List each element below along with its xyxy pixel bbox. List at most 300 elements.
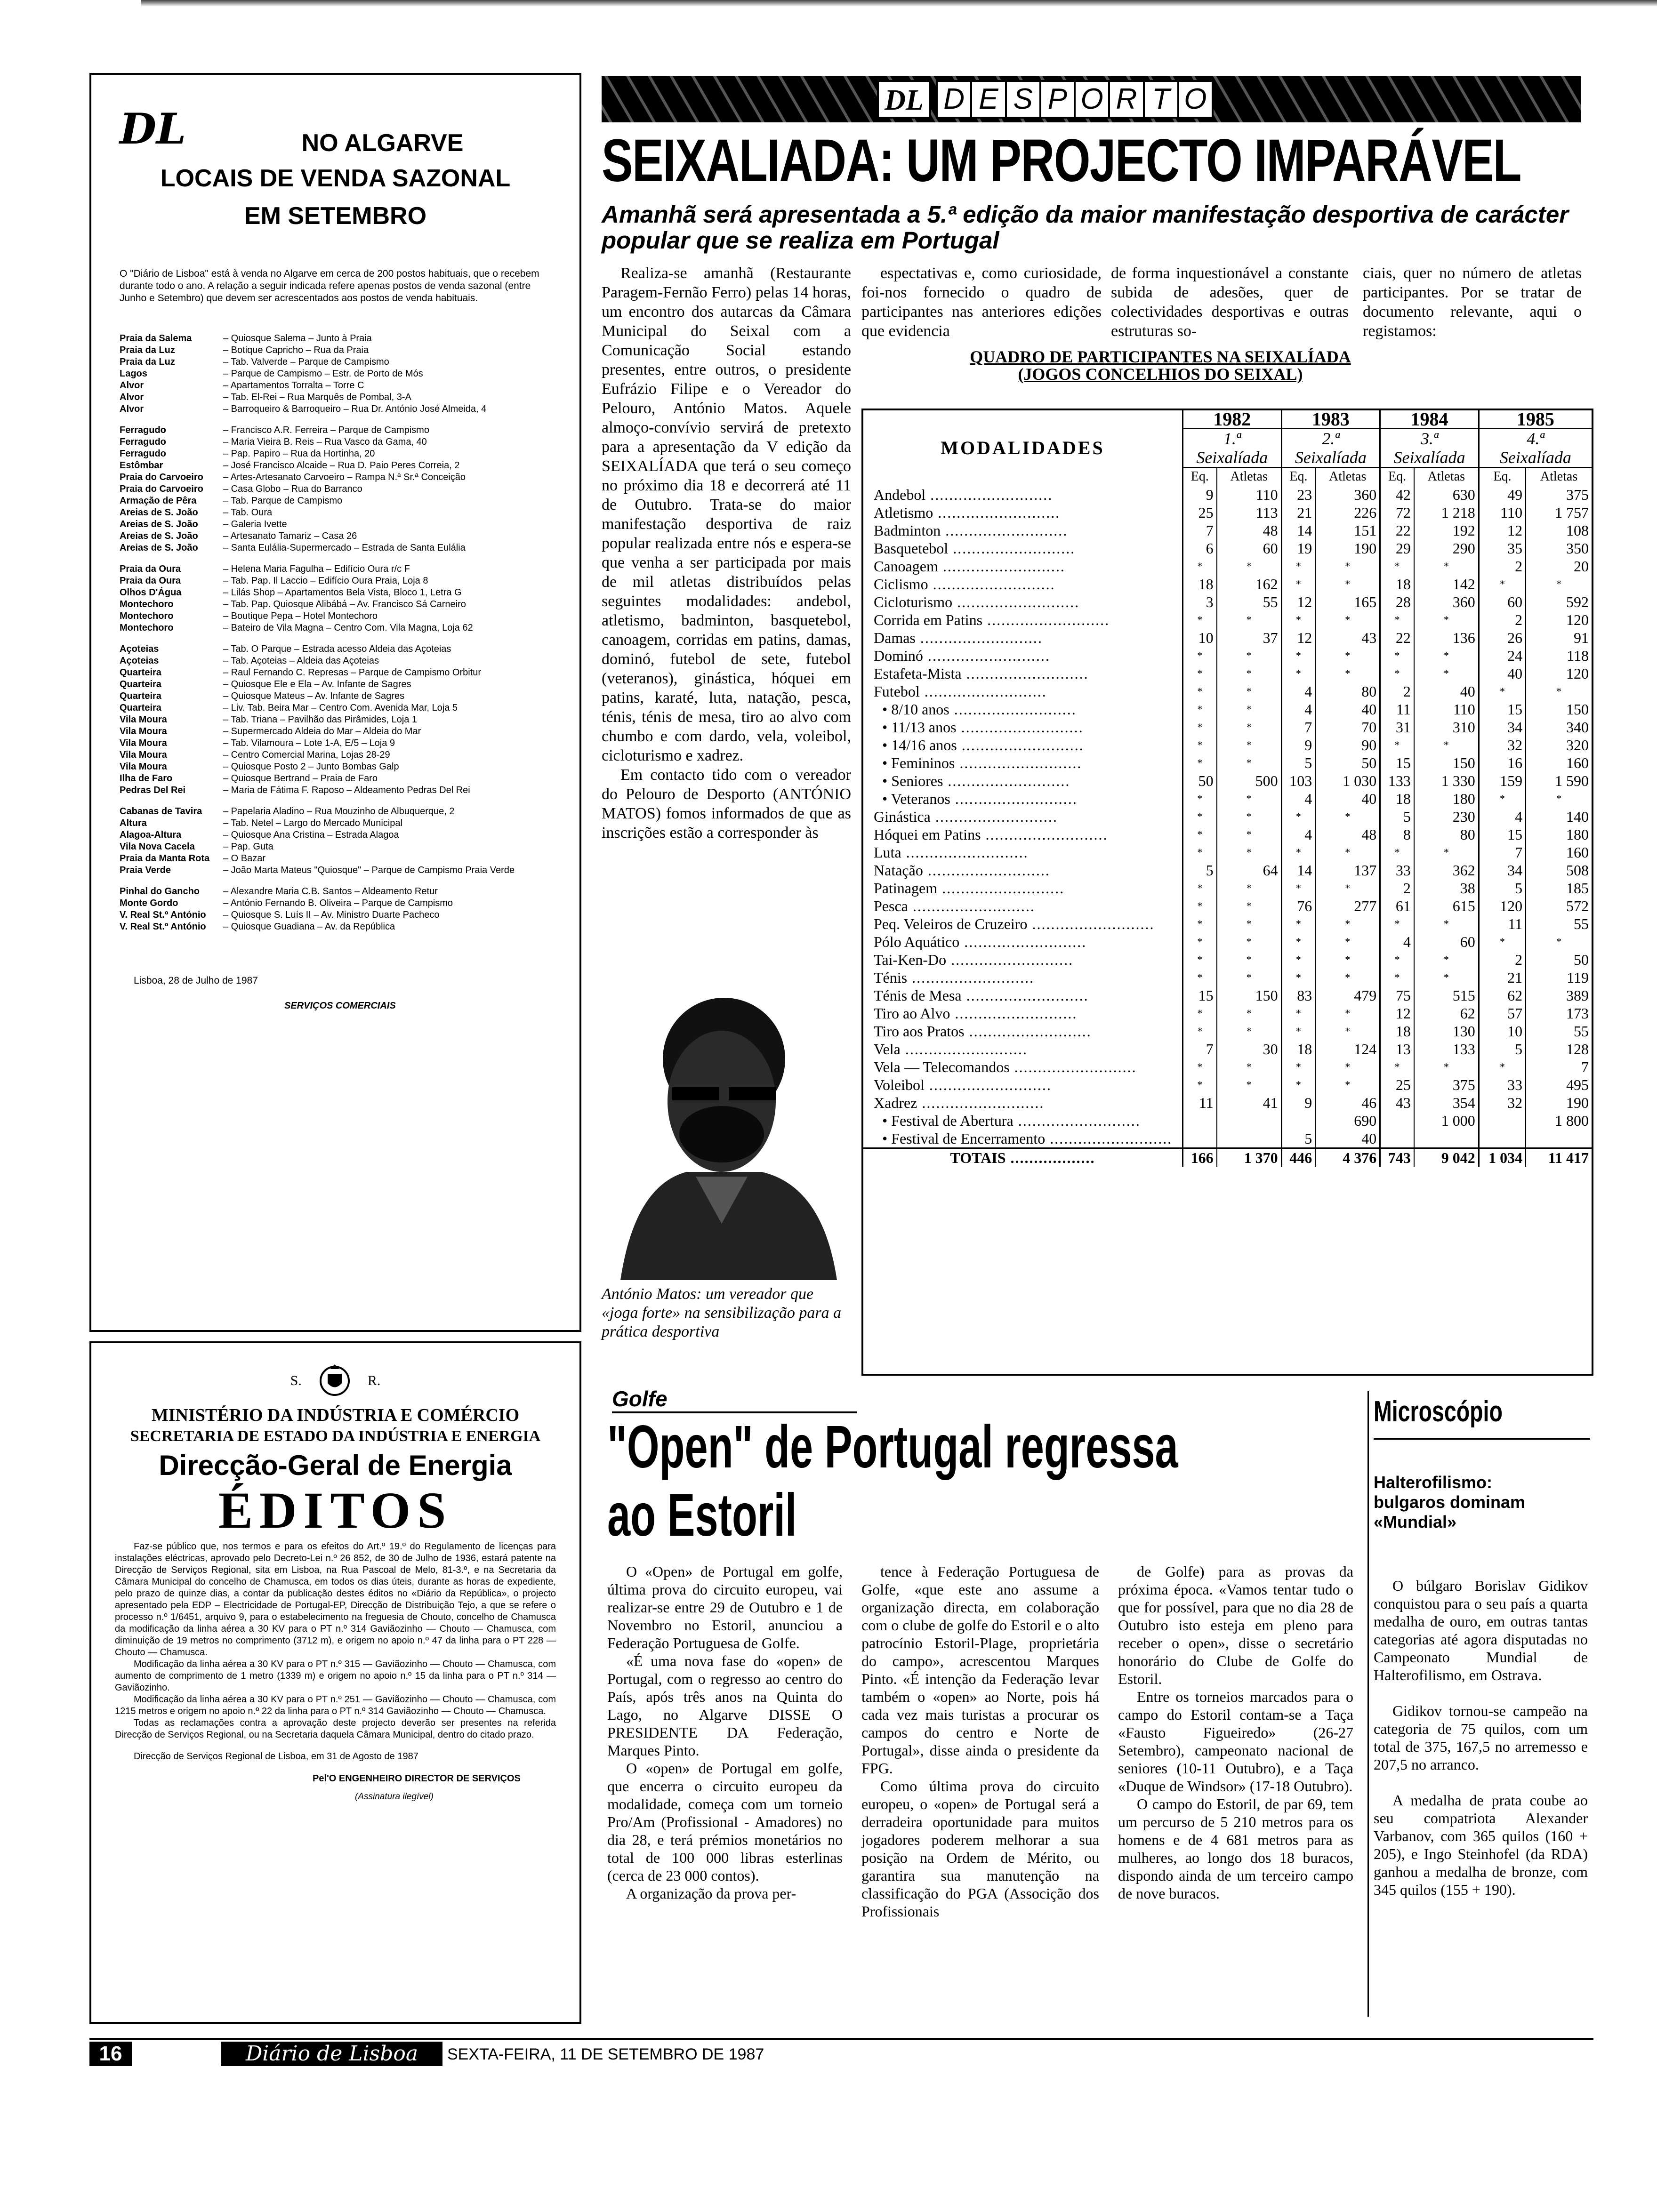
ad-title-3: EM SETEMBRO bbox=[244, 202, 427, 230]
table-cell: * bbox=[1217, 647, 1281, 665]
golf-headline-1: "Open" de Portugal regressa bbox=[607, 1413, 1178, 1481]
table-cell bbox=[1380, 1130, 1414, 1148]
location-place: Montechoro bbox=[120, 599, 174, 609]
table-cell: * bbox=[1217, 1076, 1281, 1094]
table-cell: * bbox=[1183, 682, 1217, 700]
table-cell bbox=[1217, 1130, 1281, 1148]
table-cell: 15 bbox=[1479, 825, 1526, 843]
table-cell: 4 bbox=[1479, 808, 1526, 825]
edition-number: 1.ª bbox=[1223, 429, 1241, 448]
table-cell: * bbox=[1183, 557, 1217, 575]
table-cell: 33 bbox=[1479, 1076, 1526, 1094]
footer-date: SEXTA-FEIRA, 11 DE SETEMBRO DE 1987 bbox=[447, 2045, 764, 2063]
editos-paragraph: Modificação da linha aérea a 30 KV para o PT n.º 251 — Gaviãozinho — Chouto — Chamusca, com 1215 metros e origem no apoio n.º 22 da linha para o PT n.º 314 Gaviãozinho — Chouto — Chamusca. bbox=[115, 1694, 556, 1716]
location-place: Alvor bbox=[120, 380, 144, 391]
table-cell: * bbox=[1217, 879, 1281, 897]
location-detail: – Tab. Açoteias – Aldeia das Açoteias bbox=[223, 656, 379, 666]
location-detail: – José Francisco Alcaide – Rua D. Paio Peres Correia, 2 bbox=[223, 460, 460, 471]
table-cell: * bbox=[1183, 969, 1217, 986]
location-detail: – Bateiro de Vila Magna – Centro Com. Vila Magna, Loja 62 bbox=[223, 623, 473, 633]
table-cell: * bbox=[1315, 1022, 1380, 1040]
table-cell: 2 bbox=[1380, 879, 1414, 897]
table-cell: 11 bbox=[1380, 700, 1414, 718]
leader-dots: .......................... bbox=[901, 844, 1029, 861]
table-row bbox=[863, 593, 1592, 611]
modalidade-label bbox=[863, 611, 1183, 629]
table-cell: 19 bbox=[1281, 539, 1315, 557]
location-row bbox=[120, 599, 551, 610]
article-paragraph: Entre os torneios marcados para o campo do Estoril contam-se a Taça «Fausto Figueiredo» (26-27 Setembro), campeonato nacional de seniores (10-11 Outubro), e a Taça «Duque de Windsor» (17-18 Outubro). bbox=[1118, 1688, 1353, 1795]
table-cell: * bbox=[1380, 736, 1414, 754]
table-cell: * bbox=[1414, 969, 1479, 986]
editos-signature-note: (Assinatura ilegível) bbox=[355, 1792, 434, 1802]
location-place: Alvor bbox=[120, 404, 144, 414]
table-cell: 12 bbox=[1281, 593, 1315, 611]
modalidade-name: • 11/13 anos bbox=[882, 719, 957, 736]
table-cell: 119 bbox=[1526, 969, 1592, 986]
table-cell: * bbox=[1217, 1004, 1281, 1022]
article-paragraph: O «open» de Portugal em golfe, que encerra o circuito europeu da modalidade, começa com um torneio Pro/Am (Profissional - Amadores) no dia 28, e terá prémios monetários no total de 100 000 libras esterlinas (cerca de 23 000 contos). bbox=[607, 1760, 843, 1884]
modalidade-name: Peq. Veleiros de Cruzeiro bbox=[874, 915, 1028, 932]
modalidade-name: Andebol bbox=[874, 486, 926, 503]
table-cell: 310 bbox=[1414, 718, 1479, 736]
modalidade-name: Voleibol bbox=[874, 1076, 925, 1093]
location-place: Vila Moura bbox=[120, 738, 167, 748]
table-cell: 128 bbox=[1526, 1040, 1592, 1058]
location-row bbox=[120, 392, 551, 403]
location-place: Vila Moura bbox=[120, 726, 167, 737]
location-detail: – Santa Eulália-Supermercado – Estrada de Santa Eulália bbox=[223, 543, 466, 553]
modalidade-label bbox=[863, 1058, 1183, 1076]
modalidade-name: Dominó bbox=[874, 647, 923, 664]
location-row bbox=[120, 542, 551, 554]
modalidade-name: Ginástica bbox=[874, 808, 931, 825]
table-cell: 375 bbox=[1414, 1076, 1479, 1094]
table-cell: * bbox=[1479, 790, 1526, 808]
table-cell: * bbox=[1217, 700, 1281, 718]
location-place: Praia da Salema bbox=[120, 333, 192, 344]
editos-ad bbox=[89, 1341, 581, 2024]
section-banner bbox=[602, 76, 1581, 122]
table-cell: 118 bbox=[1526, 647, 1592, 665]
modalidade-label bbox=[863, 1004, 1183, 1022]
leader-dots: .......................... bbox=[1013, 1112, 1141, 1129]
modalidade-name: Corrida em Patins bbox=[874, 611, 983, 628]
location-row bbox=[120, 921, 551, 933]
table-cell: 62 bbox=[1479, 986, 1526, 1004]
table-cell: 4 bbox=[1281, 700, 1315, 718]
table-cell: 55 bbox=[1526, 915, 1592, 933]
table-cell: * bbox=[1315, 1058, 1380, 1076]
location-row bbox=[120, 345, 551, 356]
table-row bbox=[863, 1004, 1592, 1022]
table-cell: * bbox=[1281, 665, 1315, 682]
table-cell: * bbox=[1217, 915, 1281, 933]
modalidade-label bbox=[863, 1112, 1183, 1130]
modalidade-label bbox=[863, 843, 1183, 861]
table-cell: * bbox=[1217, 897, 1281, 915]
table-cell: 113 bbox=[1217, 504, 1281, 521]
leader-dots: .......................... bbox=[950, 790, 1078, 807]
table-cell: 32 bbox=[1479, 1094, 1526, 1112]
totals-cell: 1 370 bbox=[1217, 1148, 1281, 1167]
emblem-left-text: S. bbox=[290, 1373, 302, 1388]
atletas-header: Atletas bbox=[1526, 467, 1592, 486]
location-place: Alagoa-Altura bbox=[120, 830, 182, 840]
table-row bbox=[863, 700, 1592, 718]
modalidade-name: Xadrez bbox=[874, 1094, 917, 1111]
modalidade-label bbox=[863, 629, 1183, 647]
modalidade-label bbox=[863, 1094, 1183, 1112]
table-cell: 43 bbox=[1380, 1094, 1414, 1112]
table-cell: 10 bbox=[1183, 629, 1217, 647]
table-row bbox=[863, 808, 1592, 825]
table-cell: * bbox=[1217, 754, 1281, 772]
modalidade-name: Estafeta-Mista bbox=[874, 665, 962, 682]
location-row bbox=[120, 495, 551, 507]
location-detail: – António Fernando B. Oliveira – Parque de Campismo bbox=[223, 898, 453, 908]
leader-dots: .......................... bbox=[946, 951, 1074, 968]
table-cell: 180 bbox=[1414, 790, 1479, 808]
location-detail: – Tab. Netel – Largo do Mercado Municipal bbox=[223, 818, 402, 828]
table-cell: * bbox=[1281, 1004, 1315, 1022]
location-detail: – Artesanato Tamariz – Casa 26 bbox=[223, 531, 357, 541]
table-cell: 40 bbox=[1414, 682, 1479, 700]
table-cell bbox=[1479, 1112, 1526, 1130]
ad-date: Lisboa, 28 de Julho de 1987 bbox=[134, 975, 258, 986]
table-cell: * bbox=[1414, 951, 1479, 969]
modalidade-label bbox=[863, 951, 1183, 969]
eq-header: Eq. bbox=[1281, 467, 1315, 486]
article-paragraph: Realiza-se amanhã (Restaurante Paragem-Fernão Ferro) pelas 14 horas, um encontro dos autarcas da Câmara Municipal do Seixal com a Comunicação Social estando presentes, entre outros, o presidente Eufrázio Filipe e o Vereador do Pelouro, António Matos. Aquele almoço-convívio servirá de pretexto para a apresentação da V edição da SEIXALÍADA que terá o seu começo no próximo dia 18 e decorrerá até 11 de Outubro. Trata-se do maior manifestação desportiva de raiz popular realizada entre nós e espera-se que venha a ser participada por mais de mil atletas distribuídos pelas seguintes modalidades: andebol, atletismo, badminton, basquetebol, canoagem, corridas em patins, damas, dominó, futebol de sete, futebol (veteranos), ginástica, hóquei em patins, karaté, luta, natação, pesca, ténis, ténis de mesa, tiro ao alvo com chumbo e com dardo, vela, voleibol, cicloturismo e xadrez. bbox=[602, 264, 851, 764]
table-cell: 9 bbox=[1281, 1094, 1315, 1112]
table-row bbox=[863, 504, 1592, 521]
atletas-header: Atletas bbox=[1217, 467, 1281, 486]
totals-cell: 166 bbox=[1183, 1148, 1217, 1167]
table-cell: 160 bbox=[1526, 843, 1592, 861]
location-place: Pedras Del Rei bbox=[120, 785, 186, 795]
table-cell: 49 bbox=[1479, 486, 1526, 504]
edition-number: 2.ª bbox=[1322, 429, 1340, 448]
microscopio-box bbox=[1367, 1391, 1593, 2017]
article-paragraph: Como última prova do circuito europeu, o «open» de Portugal será a derradeira oportunidade para muitos jogadores poderem melhorar a sua posição na Ordem de Mérito, ou garantira sua manutenção na classificação do PGA (Associção dos Profissionais bbox=[861, 1778, 1099, 1920]
location-row bbox=[120, 436, 551, 448]
location-row bbox=[120, 726, 551, 737]
table-cell: 375 bbox=[1526, 486, 1592, 504]
location-row bbox=[120, 679, 551, 690]
table-cell: 4 bbox=[1281, 825, 1315, 843]
table-cell: * bbox=[1183, 647, 1217, 665]
table-cell: 14 bbox=[1281, 521, 1315, 539]
table-cell: 15 bbox=[1479, 700, 1526, 718]
table-row bbox=[863, 486, 1592, 504]
totals-cell: 4 376 bbox=[1315, 1148, 1380, 1167]
banner-letter: D bbox=[943, 83, 965, 115]
table-cell: 1 590 bbox=[1526, 772, 1592, 790]
table-row bbox=[863, 1022, 1592, 1040]
editos-date: Direcção de Serviços Regional de Lisboa, em 31 de Agosto de 1987 bbox=[134, 1751, 418, 1762]
table-row bbox=[863, 682, 1592, 700]
table-cell: 2 bbox=[1479, 951, 1526, 969]
leader-dots: .......................... bbox=[950, 1005, 1078, 1022]
leader-dots: .......................... bbox=[915, 629, 1043, 646]
modalidade-label bbox=[863, 897, 1183, 915]
golf-headline-2: ao Estoril bbox=[607, 1482, 797, 1549]
location-row bbox=[120, 737, 551, 749]
table-header-years bbox=[863, 410, 1592, 429]
table-cell: 515 bbox=[1414, 986, 1479, 1004]
location-detail: – Quiosque Posto 2 – Junto Bombas Galp bbox=[223, 761, 399, 772]
article-paragraph: O búlgaro Borislav Gidikov conquistou para o seu país a quarta medalha de ouro, em outras tantas categorias até agora disputadas no Campeonato Mundial de Halterofilismo, em Ostrava. bbox=[1374, 1577, 1588, 1683]
location-row bbox=[120, 575, 551, 587]
location-detail: – Tab. Parque de Campismo bbox=[223, 496, 343, 506]
location-place: Praia da Luz bbox=[120, 357, 175, 367]
table-title: QUADRO DE PARTICIPANTES NA SEIXALÍADA (JOGOS CONCELHIOS DO SEIXAL) bbox=[970, 347, 1351, 384]
modalidade-label bbox=[863, 772, 1183, 790]
location-place: Vila Moura bbox=[120, 750, 167, 760]
table-cell: * bbox=[1479, 682, 1526, 700]
table-row bbox=[863, 1058, 1592, 1076]
year-header: 1983 bbox=[1281, 410, 1380, 429]
table-cell: 21 bbox=[1281, 504, 1315, 521]
table-cell: 55 bbox=[1217, 593, 1281, 611]
table-cell: 160 bbox=[1526, 754, 1592, 772]
table-cell: 4 bbox=[1281, 682, 1315, 700]
location-detail: – Papelaria Aladino – Rua Mouzinho de Albuquerque, 2 bbox=[223, 806, 455, 817]
table-cell: 20 bbox=[1526, 557, 1592, 575]
location-place: Praia da Manta Rota bbox=[120, 853, 210, 864]
table-cell: * bbox=[1183, 665, 1217, 682]
top-edge-rule bbox=[141, 0, 1657, 7]
table-row bbox=[863, 915, 1592, 933]
ad-title-1: NO ALGARVE bbox=[301, 129, 464, 157]
table-cell bbox=[1183, 1130, 1217, 1148]
location-place: Açoteias bbox=[120, 644, 159, 654]
location-detail: – Quiosque Salema – Junto à Praia bbox=[223, 333, 372, 344]
editos-paragraph: Modificação da linha aérea a 30 KV para o PT n.º 315 — Gaviãozinho — Chouto — Chamusca, com aumento de comprimento de 1 metro (1339 m) e origem no apoio n.º 15 da linha para o PT n.º 314 — Gaviãozinho. bbox=[115, 1659, 556, 1693]
table-cell: 690 bbox=[1315, 1112, 1380, 1130]
location-place: Praia Verde bbox=[120, 865, 171, 875]
table-cell: 192 bbox=[1414, 521, 1479, 539]
location-row bbox=[120, 898, 551, 909]
location-place: Vila Nova Cacela bbox=[120, 842, 195, 852]
dl-logo-icon: DL bbox=[120, 104, 186, 154]
leader-dots: .......................... bbox=[956, 719, 1084, 736]
table-cell: 26 bbox=[1479, 629, 1526, 647]
modalidade-name: Hóquei em Patins bbox=[874, 826, 981, 843]
location-place: Quarteira bbox=[120, 679, 161, 689]
totals-cell: 446 bbox=[1281, 1148, 1315, 1167]
table-cell: * bbox=[1315, 665, 1380, 682]
leader-dots: .......................... bbox=[941, 522, 1068, 539]
modalidades-header: MODALIDADES bbox=[941, 437, 1105, 458]
table-row bbox=[863, 1040, 1592, 1058]
table-cell: * bbox=[1217, 736, 1281, 754]
location-row bbox=[120, 356, 551, 368]
table-row bbox=[863, 754, 1592, 772]
table-cell: 29 bbox=[1380, 539, 1414, 557]
modalidade-name: • Festival de Abertura bbox=[882, 1112, 1014, 1129]
leader-dots: .......................... bbox=[919, 683, 1047, 700]
table-cell: 190 bbox=[1526, 1094, 1592, 1112]
leader-dots: .......................... bbox=[900, 1041, 1028, 1058]
table-cell: 50 bbox=[1183, 772, 1217, 790]
location-row bbox=[120, 829, 551, 841]
location-detail: – Liv. Tab. Beira Mar – Centro Com. Avenida Mar, Loja 5 bbox=[223, 703, 458, 713]
modalidade-label bbox=[863, 986, 1183, 1004]
table-cell: 9 bbox=[1183, 486, 1217, 504]
leader-dots: .......................... bbox=[1009, 1058, 1137, 1075]
golf-article-col3 bbox=[1118, 1563, 1353, 1902]
modalidade-label bbox=[863, 1076, 1183, 1094]
table-cell: 2 bbox=[1479, 611, 1526, 629]
leader-dots: .......................... bbox=[1027, 915, 1155, 932]
table-row bbox=[863, 629, 1592, 647]
location-detail: – João Marta Mateus "Quiosque" – Parque de Campismo Praia Verde bbox=[223, 865, 515, 875]
table-cell: 48 bbox=[1315, 825, 1380, 843]
table-cell: 5 bbox=[1380, 808, 1414, 825]
table-cell: * bbox=[1217, 843, 1281, 861]
totals-label bbox=[863, 1148, 1183, 1167]
editos-title: ÉDITOS bbox=[218, 1482, 453, 1539]
modalidade-label bbox=[863, 700, 1183, 718]
paper-name: Diário de Lisboa bbox=[221, 2042, 442, 2066]
leader-dots: .......................... bbox=[928, 576, 1055, 593]
location-row bbox=[120, 761, 551, 773]
table-cell: * bbox=[1315, 575, 1380, 593]
location-detail: – Quiosque S. Luís II – Av. Ministro Duarte Pacheco bbox=[223, 910, 440, 920]
table-cell: 495 bbox=[1526, 1076, 1592, 1094]
location-place: Areias de S. João bbox=[120, 519, 198, 529]
edition-header bbox=[1479, 429, 1592, 467]
modalidade-name: • Festival de Encerramento bbox=[882, 1130, 1046, 1147]
location-row bbox=[120, 380, 551, 392]
leader-dots: .......................... bbox=[923, 647, 1050, 664]
location-detail: – Tab. El-Rei – Rua Marquês de Pombal, 3-A bbox=[223, 392, 411, 402]
location-row bbox=[120, 667, 551, 679]
table-cell: 110 bbox=[1414, 700, 1479, 718]
seixal-article-col2: espectativas e, como curiosidade, foi-nos fornecido o quadro de participantes nas anteriores edições que evidencia bbox=[861, 264, 1102, 340]
modalidade-name: Ténis de Mesa bbox=[874, 987, 962, 1004]
edition-header bbox=[1380, 429, 1479, 467]
table-cell: 33 bbox=[1380, 861, 1414, 879]
modalidade-name: Basquetebol bbox=[874, 540, 949, 557]
table-cell: * bbox=[1281, 843, 1315, 861]
table-cell: * bbox=[1479, 1058, 1526, 1076]
table-cell: 320 bbox=[1526, 736, 1592, 754]
table-cell: * bbox=[1183, 951, 1217, 969]
table-cell: * bbox=[1380, 611, 1414, 629]
table-cell: 5 bbox=[1183, 861, 1217, 879]
table-cell: 1 757 bbox=[1526, 504, 1592, 521]
table-cell: 190 bbox=[1315, 539, 1380, 557]
table-row bbox=[863, 539, 1592, 557]
modalidade-label bbox=[863, 682, 1183, 700]
table-cell: 130 bbox=[1414, 1022, 1479, 1040]
table-cell: 15 bbox=[1380, 754, 1414, 772]
modalidade-label bbox=[863, 575, 1183, 593]
table-cell: 34 bbox=[1479, 861, 1526, 879]
table-cell: 18 bbox=[1281, 1040, 1315, 1058]
banner-logo: DL bbox=[877, 80, 931, 119]
golf-article-col1 bbox=[607, 1563, 843, 1902]
table-cell: 4 bbox=[1281, 790, 1315, 808]
table-cell: 110 bbox=[1217, 486, 1281, 504]
location-row bbox=[120, 622, 551, 634]
location-place: Praia do Carvoeiro bbox=[120, 484, 203, 494]
table-cell: 151 bbox=[1315, 521, 1380, 539]
table-cell: 90 bbox=[1315, 736, 1380, 754]
table-cell: 60 bbox=[1479, 593, 1526, 611]
location-detail: – Tab. Vilamoura – Lote 1-A, E/5 – Loja 9 bbox=[223, 738, 395, 748]
modalidade-label bbox=[863, 1022, 1183, 1040]
modalidade-name: Pesca bbox=[874, 898, 908, 914]
emblem-right-text: R. bbox=[367, 1373, 381, 1388]
table-row bbox=[863, 1094, 1592, 1112]
table-cell: * bbox=[1380, 951, 1414, 969]
table-cell: 12 bbox=[1281, 629, 1315, 647]
location-detail: – Lilás Shop – Apartamentos Bela Vista, Bloco 1, Letra G bbox=[223, 587, 462, 598]
table-cell: 31 bbox=[1380, 718, 1414, 736]
totals-cell: 743 bbox=[1380, 1148, 1414, 1167]
totals-cell: 9 042 bbox=[1414, 1148, 1479, 1167]
location-place: V. Real St.º António bbox=[120, 922, 206, 932]
golf-article-col2 bbox=[861, 1563, 1099, 1920]
table-cell: 362 bbox=[1414, 861, 1479, 879]
location-detail: – Tab. O Parque – Estrada acesso Aldeia das Açoteias bbox=[223, 644, 451, 654]
table-cell: 615 bbox=[1414, 897, 1479, 915]
table-cell: 64 bbox=[1217, 861, 1281, 879]
eq-header: Eq. bbox=[1479, 467, 1526, 486]
modalidade-name: Futebol bbox=[874, 683, 920, 700]
microscopio-body bbox=[1374, 1577, 1588, 1899]
location-place: Montechoro bbox=[120, 611, 174, 621]
modalidade-label bbox=[863, 879, 1183, 897]
microscopio-title: Halterofilismo: bulgaros dominam «Mundial» bbox=[1374, 1473, 1526, 1531]
table-cell: * bbox=[1526, 790, 1592, 808]
ministry: MINISTÉRIO DA INDÚSTRIA E COMÉRCIO bbox=[151, 1405, 520, 1425]
table-cell: 22 bbox=[1380, 521, 1414, 539]
table-cell: * bbox=[1315, 951, 1380, 969]
table-cell: * bbox=[1380, 915, 1414, 933]
table-cell: 3 bbox=[1183, 593, 1217, 611]
modalidade-name: Atletismo bbox=[874, 504, 933, 521]
table-cell: * bbox=[1183, 933, 1217, 951]
leader-dots: .......................... bbox=[930, 808, 1058, 825]
modalidade-name: Patinagem bbox=[874, 880, 938, 897]
table-cell: 230 bbox=[1414, 808, 1479, 825]
location-place: Areias de S. João bbox=[120, 531, 198, 541]
modalidade-name: Pólo Aquático bbox=[874, 933, 960, 950]
modalidade-label bbox=[863, 665, 1183, 682]
microscopio-header: Microscópio bbox=[1374, 1395, 1503, 1428]
table-cell: 38 bbox=[1414, 879, 1479, 897]
table-cell: 40 bbox=[1315, 1130, 1380, 1148]
location-detail: – Quiosque Mateus – Av. Infante de Sagres bbox=[223, 691, 405, 701]
table-row bbox=[863, 1076, 1592, 1094]
article-paragraph: O «Open» de Portugal em golfe, última prova do circuito europeu, vai realizar-se entre 29 de Outubro e 1 de Novembro no Estoril, anunciou a Federação Portuguesa de Golfe. bbox=[607, 1563, 843, 1651]
table-cell bbox=[1183, 1112, 1217, 1130]
leader-dots: .......................... bbox=[908, 898, 1035, 914]
ad-signature: SERVIÇOS COMERCIAIS bbox=[284, 1001, 396, 1011]
location-place: Areias de S. João bbox=[120, 507, 198, 518]
modalidade-label bbox=[863, 647, 1183, 665]
table-cell: * bbox=[1315, 915, 1380, 933]
location-detail: – Quiosque Ana Cristina – Estrada Alagoa bbox=[223, 830, 399, 840]
editos-paragraph: Faz-se público que, nos termos e para os efeitos do Art.º 19.º do Regulamento de licenças para instalações eléctricas, aprovado pelo Decreto-Lei n.º 26 852, de 30 de Julho de 1936, estará patente na Direcção de Serviços Regional, sita em Lisboa, na Rua Pascoal de Melo, 81-3.º, e na Secretaria da Câmara Municipal do concelho de Chamusca, em todos os dias úteis, durante as horas de expediente, pelo prazo de quinze dias, a contar da publicação destes éditos no «Diário da República», o projecto apresentado pela EDP – Electricidade de Portugal-EP, Direcção de Distribuição Tejo, a que se refere o processo n.º 1/6451, arquivo 9, para o estabelecimento na freguesia de Chouto, concelho de Chamusca da modificação da linha aérea a 30 KV para o PT n.º 314 Gaviãozinho — Chouto — Chamusca, com diminuição de 19 metros no comprimento (3712 m), e origem no apoio n.º 47 da linha para o PT 228 — Chouto — Chamusca. bbox=[115, 1541, 556, 1658]
location-detail: – Maria de Fátima F. Raposo – Aldeamento Pedras Del Rei bbox=[223, 785, 470, 795]
edition-name: Seixalíada bbox=[1393, 448, 1465, 467]
